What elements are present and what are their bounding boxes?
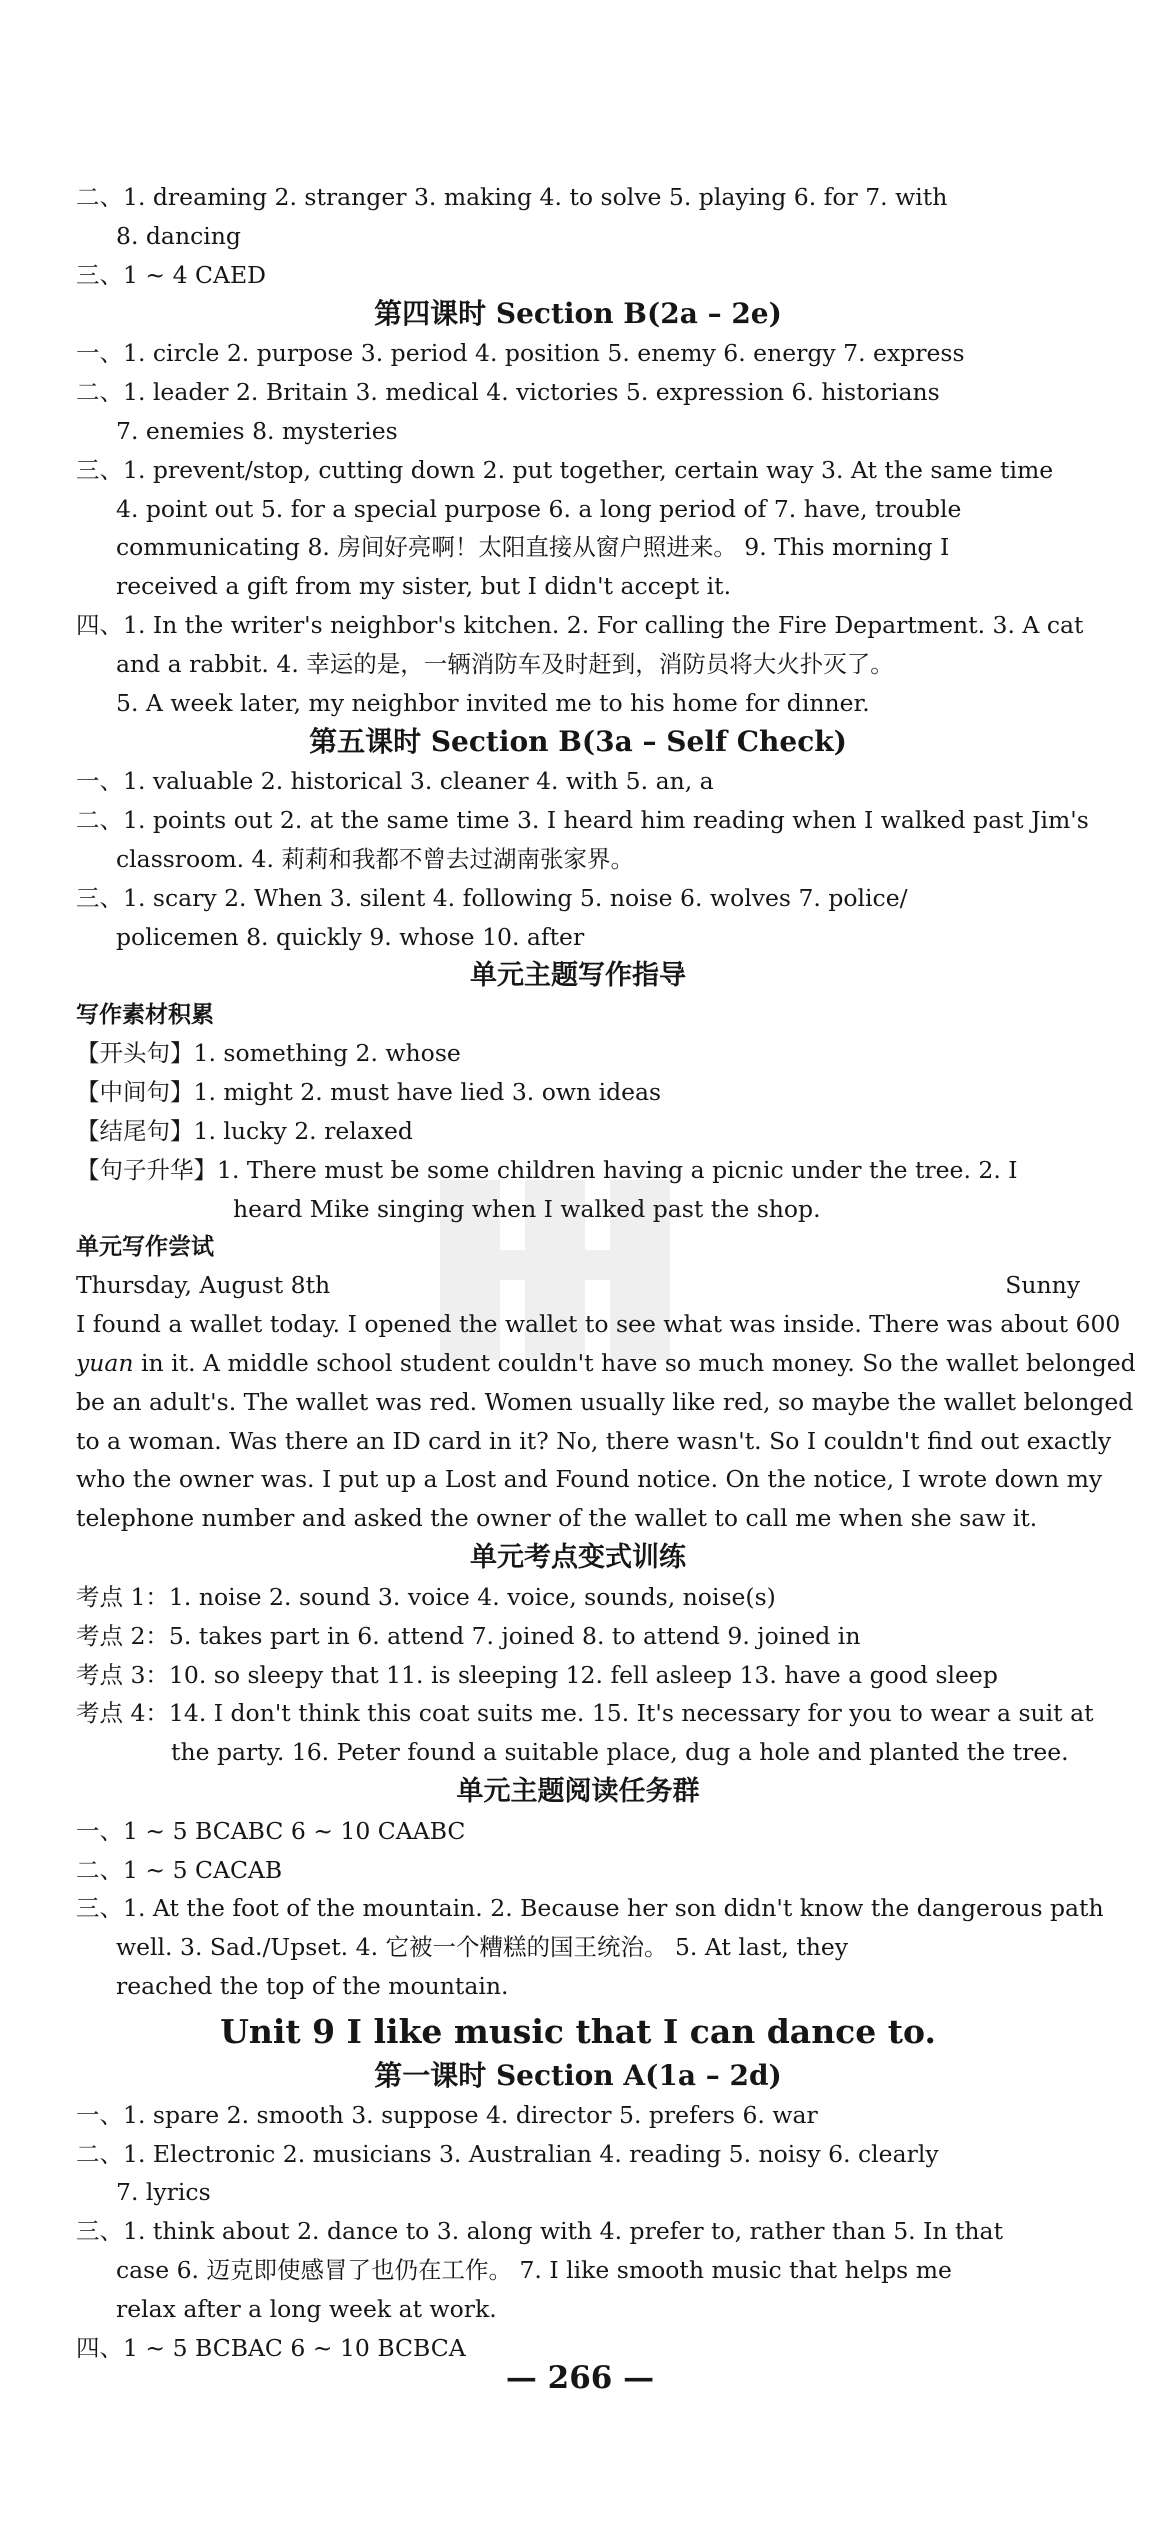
answer-line: 5. A week later, my neighbor invited me to his home for dinner. xyxy=(116,688,870,717)
answer-line: classroom. 4. 莉莉和我都不曾去过湖南张家界。 xyxy=(116,844,634,873)
answer-line: 三、1. prevent/stop, cutting down 2. put together, certain way 3. At the same time xyxy=(76,455,1054,484)
essay-italic-word: yuan xyxy=(76,1348,134,1377)
answer-line: 考点 4：14. I don't think this coat suits me. 15. It's necessary for you to wear a suit at xyxy=(76,1699,1094,1728)
essay-line xyxy=(76,1344,1136,1383)
essay-line: telephone number and asked the owner of the wallet to call me when she saw it. xyxy=(76,1504,1038,1533)
answer-line: 【句子升华】1. There must be some children having a picnic under the tree. 2. I xyxy=(76,1155,1018,1184)
answer-line: reached the top of the mountain. xyxy=(116,1972,509,2001)
page-number: — 266 — xyxy=(505,2360,655,2396)
answer-line: 一、1. valuable 2. historical 3. cleaner 4. with 5. an, a xyxy=(76,767,714,796)
answer-line: 三、1 ~ 4 CAED xyxy=(76,260,266,289)
answer-line: received a gift from my sister, but I didn't accept it. xyxy=(116,572,732,601)
answer-line: policemen 8. quickly 9. whose 10. after xyxy=(116,922,585,951)
diary-weather: Sunny xyxy=(1005,1271,1080,1300)
answer-line: 二、1. points out 2. at the same time 3. I heard him reading when I walked past Jim's xyxy=(76,806,1089,835)
answer-line: 8. dancing xyxy=(116,221,241,250)
answer-line: 一、1. spare 2. smooth 3. suppose 4. director 5. prefers 6. war xyxy=(76,2100,818,2129)
essay-line: to a woman. Was there an ID card in it? No, there wasn't. So I couldn't find out exactly xyxy=(76,1426,1112,1455)
essay-line: who the owner was. I put up a Lost and Found notice. On the notice, I wrote down my xyxy=(76,1465,1103,1494)
answer-line: 三、1. scary 2. When 3. silent 4. following 5. noise 6. wolves 7. police/ xyxy=(76,883,908,912)
answer-line: 二、1. Electronic 2. musicians 3. Australian 4. reading 5. noisy 6. clearly xyxy=(76,2139,939,2168)
answer-content xyxy=(76,178,1136,2367)
essay-line: be an adult's. The wallet was red. Women usually like red, so maybe the wallet belonged xyxy=(76,1387,1134,1416)
answer-line: 7. lyrics xyxy=(116,2178,211,2207)
answer-line: 一、1. circle 2. purpose 3. period 4. position 5. enemy 6. energy 7. express xyxy=(76,339,965,368)
section-heading: 单元主题写作指导 xyxy=(470,960,686,992)
answer-line: 四、1 ~ 5 BCBAC 6 ~ 10 BCBCA xyxy=(76,2333,466,2362)
section-heading: 单元考点变式训练 xyxy=(470,1541,686,1573)
answer-line: 考点 1：1. noise 2. sound 3. voice 4. voice, sounds, noise(s) xyxy=(76,1582,776,1611)
diary-header xyxy=(76,1266,1080,1305)
answer-line: 考点 3：10. so sleepy that 11. is sleeping 12. fell asleep 13. have a good sleep xyxy=(76,1660,998,1689)
answer-line: 三、1. At the foot of the mountain. 2. Because her son didn't know the dangerous path xyxy=(76,1894,1104,1923)
answer-line: 7. enemies 8. mysteries xyxy=(116,416,398,445)
answer-line: relax after a long week at work. xyxy=(116,2294,497,2323)
answer-line: 一、1 ~ 5 BCABC 6 ~ 10 CAABC xyxy=(76,1816,466,1845)
lesson-heading: 第四课时 Section B(2a – 2e) xyxy=(374,297,782,331)
essay-line: I found a wallet today. I opened the wallet to see what was inside. There was about 600 xyxy=(76,1310,1121,1339)
answer-line: 三、1. think about 2. dance to 3. along with 4. prefer to, rather than 5. In that xyxy=(76,2217,1004,2246)
diary-date: Thursday, August 8th xyxy=(76,1271,331,1300)
lesson-heading: 第五课时 Section B(3a – Self Check) xyxy=(309,725,847,759)
answer-line: and a rabbit. 4. 幸运的是，一辆消防车及时赶到，消防员将大火扑灭了。 xyxy=(116,649,894,678)
essay-line-text: in it. A middle school student couldn't have so much money. So the wallet belonged xyxy=(133,1348,1136,1377)
answer-line: 二、1 ~ 5 CACAB xyxy=(76,1855,283,1884)
answer-line: case 6. 迈克即使感冒了也仍在工作。 7. I like smooth music that helps me xyxy=(116,2256,952,2285)
answer-line: the party. 16. Peter found a suitable place, dug a hole and planted the tree. xyxy=(171,1738,1069,1767)
subsection-heading: 写作素材积累 xyxy=(76,1002,214,1029)
answer-line: 二、1. leader 2. Britain 3. medical 4. victories 5. expression 6. historians xyxy=(76,378,940,407)
subsection-heading: 单元写作尝试 xyxy=(76,1234,214,1261)
answer-line: 4. point out 5. for a special purpose 6. a long period of 7. have, trouble xyxy=(116,494,962,523)
section-heading: 单元主题阅读任务群 xyxy=(456,1775,700,1807)
answer-line: 【开头句】1. something 2. whose xyxy=(76,1039,461,1068)
answer-line: 考点 2：5. takes part in 6. attend 7. joined 8. to attend 9. joined in xyxy=(76,1621,861,1650)
answer-line: 四、1. In the writer's neighbor's kitchen. 2. For calling the Fire Department. 3. A cat xyxy=(76,610,1084,639)
lesson-heading: 第一课时 Section A(1a – 2d) xyxy=(374,2058,782,2092)
answer-line: 二、1. dreaming 2. stranger 3. making 4. to solve 5. playing 6. for 7. with xyxy=(76,183,948,211)
answer-line: communicating 8. 房间好亮啊！太阳直接从窗户照进来。 9. This morning I xyxy=(116,533,950,562)
answer-line: heard Mike singing when I walked past the shop. xyxy=(233,1194,821,1223)
answer-line: 【结尾句】1. lucky 2. relaxed xyxy=(76,1116,413,1145)
answer-line: well. 3. Sad./Upset. 4. 它被一个糟糕的国王统治。 5. At last, they xyxy=(116,1933,849,1962)
unit-heading: Unit 9 I like music that I can dance to. xyxy=(220,2011,936,2051)
answer-line: 【中间句】1. might 2. must have lied 3. own ideas xyxy=(76,1078,662,1107)
